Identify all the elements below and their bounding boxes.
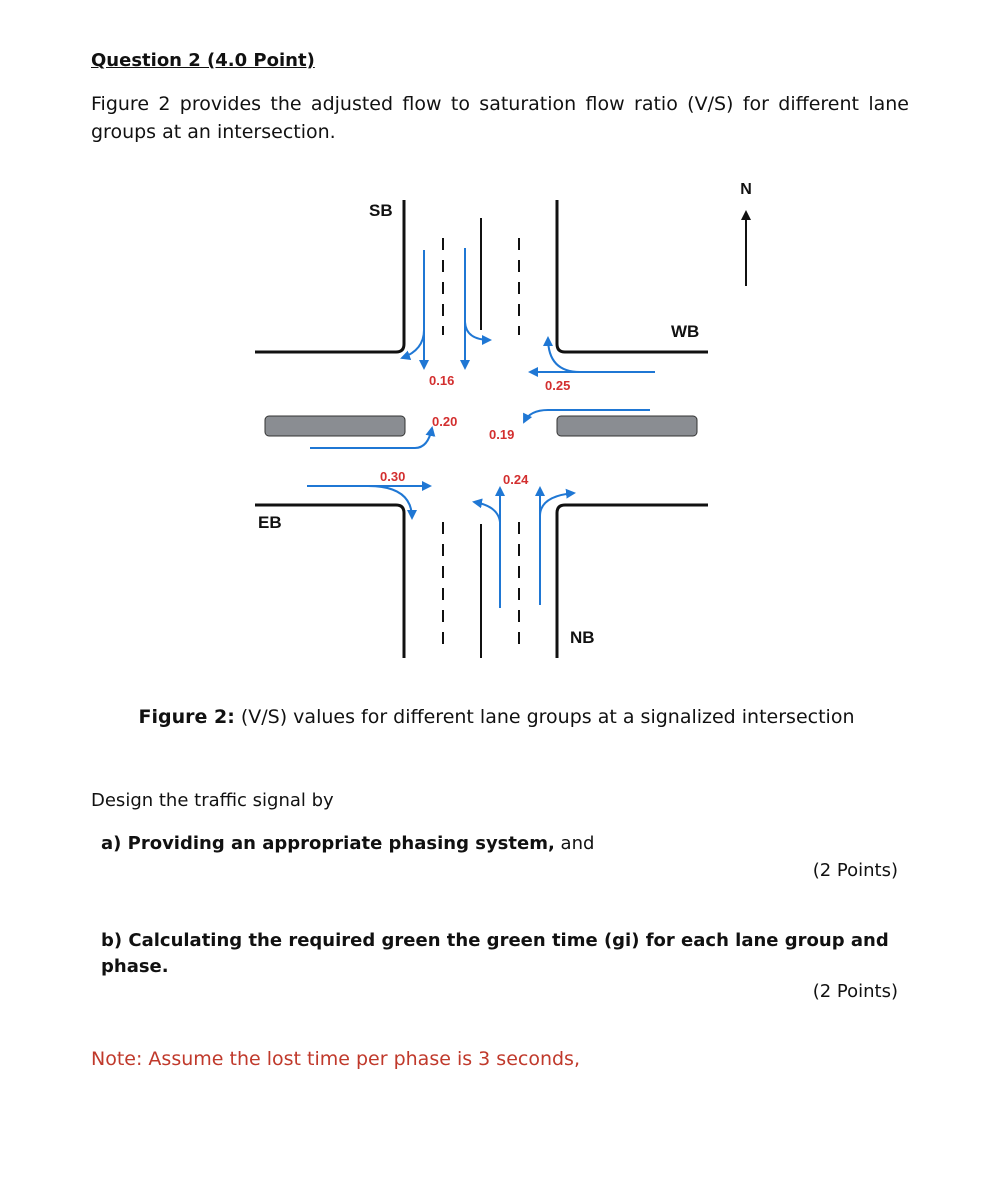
median-island-east: [557, 416, 697, 436]
approach-label-eb: EB: [258, 513, 282, 532]
wb-right-turn-arrow: [548, 338, 580, 372]
task-a-rest: and: [554, 833, 595, 854]
task-b: b) Calculating the required green the green time (gi) for each lane group and phase.: [101, 930, 889, 977]
median-island-west: [265, 416, 405, 436]
curb-northwest: [255, 200, 404, 352]
task-a-points: (2 Points): [812, 860, 898, 881]
task-a-bold: a) Providing an appropriate phasing system,: [101, 833, 555, 854]
vs-value-wb-through: 0.19: [489, 427, 515, 442]
intersection-figure: [0, 160, 993, 690]
nb-left-turn-arrow: [474, 502, 500, 522]
figure-caption: [0, 706, 993, 728]
approach-label-nb: NB: [570, 628, 595, 647]
approach-label-wb: WB: [671, 322, 700, 341]
question-title: Question 2 (4.0 Point): [91, 50, 315, 71]
sb-left-turn-arrow: [465, 322, 490, 340]
north-label: N: [740, 181, 752, 198]
figure-caption-label: Figure 2:: [138, 706, 235, 728]
tasks-intro: Design the traffic signal by: [91, 790, 334, 811]
vs-value-eb-through: 0.30: [380, 469, 406, 484]
task-b-points: (2 Points): [812, 981, 898, 1002]
vs-value-sb: 0.16: [429, 373, 455, 388]
vs-value-nb: 0.24: [503, 472, 529, 487]
vs-value-eb-left: 0.20: [432, 414, 458, 429]
question-intro: Figure 2 provides the adjusted flow to saturation flow ratio (V/S) for different lane groups at an intersection.: [91, 93, 909, 143]
task-a: [101, 833, 594, 854]
vs-value-wb-left: 0.25: [545, 378, 571, 393]
approach-label-sb: SB: [369, 201, 393, 220]
note-text: Note: Assume the lost time per phase is 3 seconds,: [91, 1048, 580, 1070]
figure-caption-text: (V/S) values for different lane groups at a signalized intersection: [234, 706, 855, 728]
